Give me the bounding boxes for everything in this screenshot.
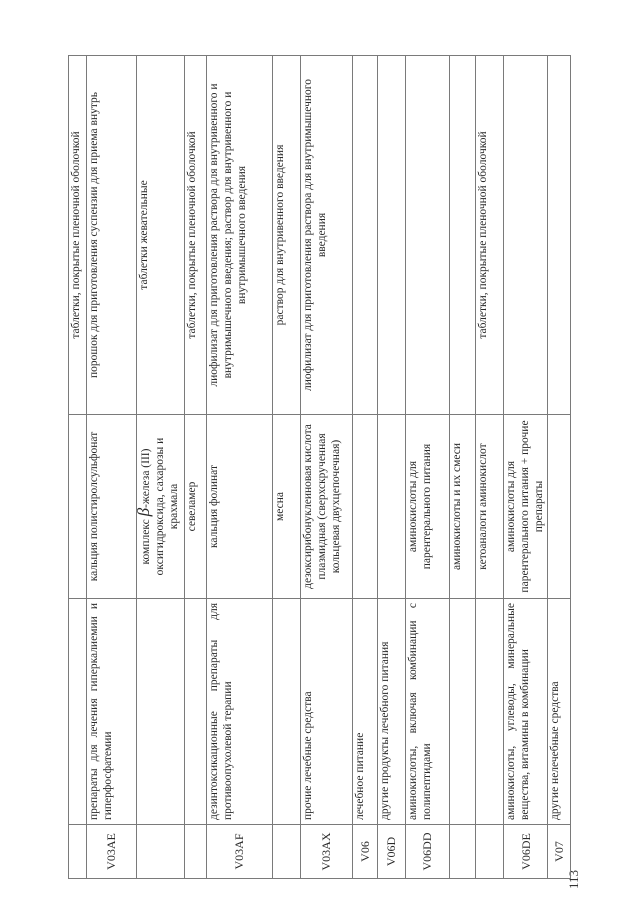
group-cell: лечебное питание bbox=[353, 599, 378, 825]
group-cell bbox=[185, 599, 207, 825]
group-cell bbox=[137, 599, 185, 825]
inn-cell bbox=[69, 415, 87, 599]
inn-cell: дезоксирибонуклеиновая кислота плазмидная (сверхскрученная кольцевая двухцепочечная) bbox=[301, 415, 353, 599]
table-row bbox=[476, 56, 504, 879]
form-cell: раствор для внутривенного введения bbox=[273, 56, 301, 415]
group-cell bbox=[450, 599, 476, 825]
inn-cell bbox=[134, 415, 185, 599]
group-cell bbox=[476, 599, 504, 825]
code-cell bbox=[273, 825, 301, 879]
table-row bbox=[87, 56, 137, 879]
form-cell bbox=[450, 56, 476, 415]
inn-cell: севеламер bbox=[185, 415, 207, 599]
form-cell bbox=[504, 56, 548, 415]
inn-text: -железа (III) оксигидроксида, сахарозы и крахмала bbox=[140, 437, 180, 576]
code-cell: V03AF bbox=[207, 825, 273, 879]
inn-cell: кетоаналоги аминокислот bbox=[476, 415, 504, 599]
form-cell bbox=[378, 56, 406, 415]
drug-classification-table bbox=[68, 55, 571, 879]
form-cell: порошок для приготовления суспензии для приема внутрь bbox=[87, 56, 137, 415]
inn-cell bbox=[378, 415, 406, 599]
page-number: 113 bbox=[566, 869, 581, 889]
code-cell: V06 bbox=[353, 825, 378, 879]
form-cell bbox=[548, 56, 571, 415]
table-row bbox=[378, 56, 406, 879]
code-cell: V07 bbox=[548, 825, 571, 879]
inn-cell: кальция фолинат bbox=[207, 415, 273, 599]
group-cell bbox=[69, 599, 87, 825]
code-cell bbox=[137, 825, 185, 879]
table-row bbox=[137, 56, 185, 879]
form-cell: таблетки, покрытые пленочной оболочкой bbox=[476, 56, 504, 415]
form-cell: таблетки жевательные bbox=[137, 56, 185, 415]
table-row bbox=[406, 56, 450, 879]
table-row bbox=[504, 56, 548, 879]
code-cell: V03AX bbox=[301, 825, 353, 879]
code-cell bbox=[450, 825, 476, 879]
group-cell: дезинтоксикационные препараты для противоопухолевой терапии bbox=[207, 599, 273, 825]
group-cell: прочие лечебные средства bbox=[301, 599, 353, 825]
inn-cell: аминокислоты и их смеси bbox=[450, 415, 476, 599]
table-row bbox=[548, 56, 571, 879]
group-cell: другие нелечебные средства bbox=[548, 599, 571, 825]
group-cell: аминокислоты, включая комбинации с полипептидами bbox=[406, 599, 450, 825]
table-row bbox=[185, 56, 207, 879]
group-cell: аминокислоты, углеводы, минеральные вещества, витамины в комбинации bbox=[504, 599, 548, 825]
table-row bbox=[450, 56, 476, 879]
code-cell bbox=[476, 825, 504, 879]
table-row bbox=[69, 56, 87, 879]
form-cell: таблетки, покрытые пленочной оболочкой bbox=[69, 56, 87, 415]
form-cell: лиофилизат для приготовления раствора для внутримышечного введения bbox=[301, 56, 353, 415]
table-row bbox=[273, 56, 301, 879]
inn-cell: аминокислоты для парентерального питания bbox=[406, 415, 450, 599]
inn-cell: кальция полистиролсульфонат bbox=[87, 415, 137, 599]
inn-cell: месна bbox=[273, 415, 301, 599]
code-cell bbox=[69, 825, 87, 879]
beta-symbol: β bbox=[134, 507, 153, 517]
code-cell: V06DD bbox=[406, 825, 450, 879]
table-row bbox=[301, 56, 353, 879]
form-cell: лиофилизат для приготовления раствора для внутривенного и внутримышечного введения; раствор для внутривенного и внутримышечного введения bbox=[207, 56, 273, 415]
table-row bbox=[353, 56, 378, 879]
code-cell: V06DE bbox=[504, 825, 548, 879]
inn-cell bbox=[353, 415, 378, 599]
group-cell: препараты для лечения гиперкалиемии и гиперфосфатемии bbox=[87, 599, 137, 825]
form-cell: таблетки, покрытые пленочной оболочкой bbox=[185, 56, 207, 415]
code-cell bbox=[185, 825, 207, 879]
form-cell bbox=[353, 56, 378, 415]
group-cell bbox=[273, 599, 301, 825]
table-row bbox=[207, 56, 273, 879]
inn-prefix: комплекс bbox=[140, 519, 152, 565]
group-cell: другие продукты лечебного питания bbox=[378, 599, 406, 825]
inn-cell bbox=[548, 415, 571, 599]
code-cell: V06D bbox=[378, 825, 406, 879]
code-cell: V03AE bbox=[87, 825, 137, 879]
inn-cell: аминокислоты для парентерального питания + прочие препараты bbox=[504, 415, 548, 599]
form-cell bbox=[406, 56, 450, 415]
